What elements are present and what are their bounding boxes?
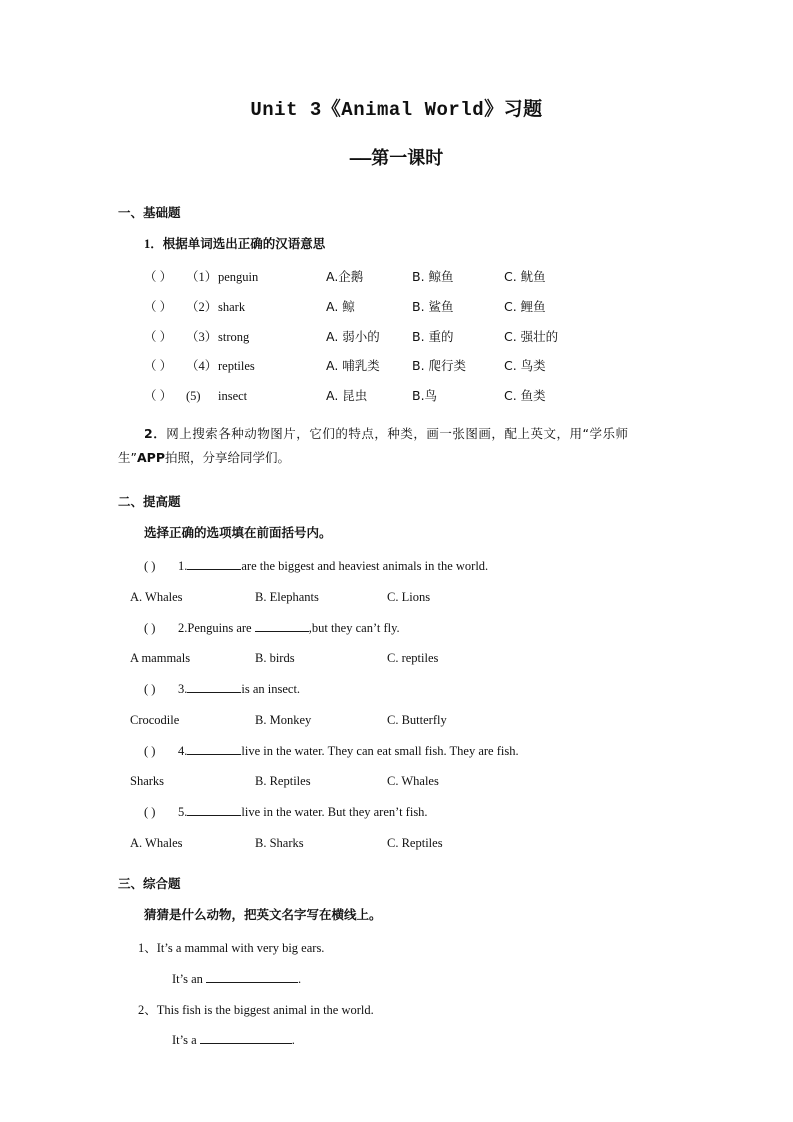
option-c[interactable]: C. Butterfly [387,712,447,727]
question-text: live in the water. But they aren’t fish. [241,805,428,819]
option-b[interactable]: B. 爬行类 [412,358,467,374]
vocab-row [118,268,733,287]
answer-prefix: It’s an [172,971,203,986]
item-number: 1、 [138,941,157,955]
option-b[interactable]: B. Reptiles [255,774,311,789]
guess-clue: It’s a mammal with very big ears. [156,941,325,955]
option-line [118,649,733,668]
section-intermediate [118,493,733,853]
guess-question [118,939,733,958]
vocab-row [118,298,733,317]
answer-suffix: . [298,971,302,986]
option-line [118,834,733,853]
section-comprehensive [118,875,733,1051]
section-heading-comprehensive: 三、综合题 [118,875,181,891]
option-a[interactable]: A. 哺乳类 [326,358,380,374]
exercise-2-text-part1: 网上搜索各种动物图片，它们的特点，种类，画一张图画，配上英文，用“学乐师生” [118,425,628,466]
section-heading-intermediate: 二、提高题 [118,493,181,509]
option-line [118,772,733,791]
answer-blank[interactable] [200,1031,292,1044]
answer-bracket[interactable]: ( ) [144,743,156,758]
question-line [118,803,733,822]
option-c[interactable]: C. 强壮的 [504,328,559,344]
answer-bracket[interactable]: （ ） [144,299,173,314]
option-a[interactable]: A. Whales [130,835,183,850]
option-a[interactable]: Crocodile [130,712,180,727]
question-number: 2. [178,620,188,635]
question-text: are the biggest and heaviest animals in the world. [241,559,489,573]
intermediate-instruction: 选择正确的选项填在前面括号内。 [144,525,332,541]
answer-blank[interactable] [255,619,309,632]
question-line [118,619,733,638]
option-a[interactable]: A. 鲸 [326,298,355,314]
worksheet-content [0,204,793,1051]
option-b[interactable]: B. Elephants [255,589,319,604]
option-c[interactable]: C. 鱿鱼 [504,269,546,284]
comprehensive-instruction: 猜猜是什么动物，把英文名字写在横线上。 [144,907,382,923]
guess-answer-line [118,970,733,989]
answer-blank[interactable] [206,970,298,983]
exercise-2-app-name: APP [136,450,165,466]
section-basic [118,204,733,471]
item-number: （3） [186,329,218,344]
answer-suffix: . [291,1033,295,1048]
page-subtitle: ——第一课时 [349,149,444,170]
guess-answer-line [118,1031,733,1050]
answer-bracket[interactable]: （ ） [144,329,173,344]
vocab-word: strong [218,329,250,344]
question-number: 5. [178,805,188,819]
item-number: （1） [186,270,218,284]
question-line [118,742,733,761]
answer-bracket[interactable]: ( ) [144,682,156,696]
option-a[interactable]: A. 弱小的 [326,328,380,344]
item-number: 2、 [138,1002,157,1017]
vocab-word: penguin [218,270,259,284]
exercise-2-wrapper [0,422,733,471]
question-number: 1. [178,559,188,573]
option-b[interactable]: B. birds [255,651,295,666]
option-c[interactable]: C. Lions [387,589,431,604]
question-line [118,557,733,576]
option-c[interactable]: C. Whales [387,774,439,789]
item-number: （4） [186,359,218,374]
vocab-row [118,357,733,376]
answer-bracket[interactable]: （ ） [144,389,173,403]
option-b[interactable]: B. 鲨鱼 [412,298,454,314]
guess-clue: This fish is the biggest animal in the world. [156,1002,374,1017]
exercise-1-instruction-text: 根据单词选出正确的汉语意思 [162,236,326,252]
item-number: （2） [186,299,218,314]
option-c[interactable]: C. 鲤鱼 [504,298,546,314]
vocab-word: shark [218,299,246,314]
answer-bracket[interactable]: ( ) [144,805,156,819]
answer-blank[interactable] [187,680,241,693]
option-a[interactable]: Sharks [130,774,165,789]
exercise-2-text-part2: 拍照，分享给同学们。 [164,450,290,466]
answer-bracket[interactable]: ( ) [144,620,156,635]
exercise-2-paragraph [0,422,628,471]
title-block [0,96,793,174]
vocab-row [118,387,733,406]
option-a[interactable]: A. Whales [130,589,183,604]
option-c[interactable]: C. 鸟类 [504,358,546,374]
option-a[interactable]: A. 昆虫 [326,388,368,403]
answer-blank[interactable] [187,742,241,755]
answer-prefix: It’s a [172,1033,197,1048]
option-b[interactable]: B. 重的 [412,328,454,344]
exercise-1-number: 1． [144,237,163,252]
vocab-word: reptiles [218,359,255,374]
question-line [118,680,733,699]
option-a[interactable]: A mammals [130,651,191,666]
answer-bracket[interactable]: ( ) [144,559,156,573]
question-text: live in the water. They can eat small fish. They are fish. [241,743,519,758]
question-text-before: Penguins are [187,620,252,635]
answer-bracket[interactable]: （ ） [144,359,173,374]
option-b[interactable]: B. Sharks [255,835,304,850]
answer-blank[interactable] [187,557,241,570]
question-text: ,but they can’t fly. [308,620,400,635]
option-line [118,711,733,730]
option-b[interactable]: B. 鲸鱼 [412,269,454,284]
question-text: is an insect. [241,682,301,696]
option-a[interactable]: A.企鹅 [326,269,364,284]
option-c[interactable]: C. 鱼类 [504,388,546,403]
section-heading-basic: 一、基础题 [118,204,181,220]
option-b[interactable]: B.鸟 [412,388,438,403]
vocab-row [118,328,733,347]
option-c[interactable]: C. Reptiles [387,835,443,850]
question-number: 3. [178,682,188,696]
answer-blank[interactable] [187,803,241,816]
option-line [118,588,733,607]
answer-bracket[interactable]: （ ） [144,270,173,284]
option-b[interactable]: B. Monkey [255,712,312,727]
exercise-1-instruction [118,235,733,254]
page-title: Unit 3《Animal World》习题 [250,99,543,121]
option-c[interactable]: C. reptiles [387,651,439,666]
guess-question [118,1001,733,1020]
exercise-2-number: 2． [144,425,167,441]
vocab-word: insect [218,389,248,403]
question-number: 4. [178,743,188,758]
item-number: (5) [186,389,201,403]
